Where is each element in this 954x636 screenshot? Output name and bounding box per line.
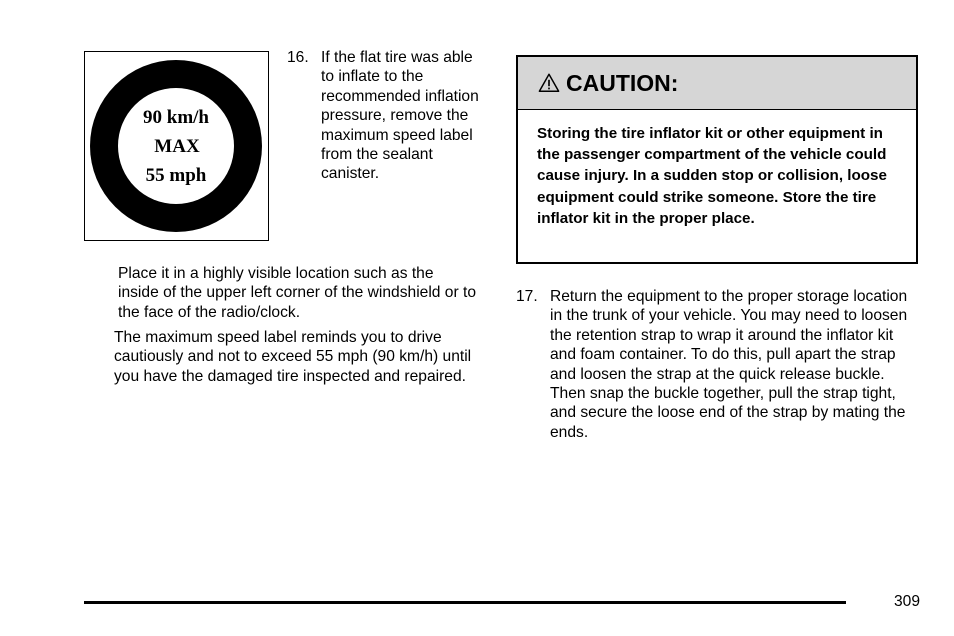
speed-reminder-paragraph: The maximum speed label reminds you to drive cautiously and not to exceed 55 mph (90 km/h) until you have the damaged tire inspected and repaired. [114,329,472,385]
label-speed-mph: 55 mph [145,165,207,186]
step-17-text: Return the equipment to the proper storage location in the trunk of your vehicle. You may need to loosen the retention strap to wrap it around the inflator kit and foam container. To do this, pull apart the strap and loosen the strap at the quick release buckle. Then snap the buckle together, pull the strap tight, and secure the loose end of the strap by mating the ends. [550,288,908,441]
speed-label-illustration [85,52,267,239]
caution-box [516,55,918,264]
page-number: 309 [893,593,920,610]
placement-paragraph: Place it in a highly visible location such as the inside of the upper left corner of the windshield or to the face of the radio/clock. [118,265,477,321]
label-speed-kmh: 90 km/h [143,107,209,128]
step-16-number: 16. [287,49,309,66]
caution-title: CAUTION: [566,69,679,96]
footer-rule [84,601,846,604]
caution-body: Storing the tire inflator kit or other equipment in the passenger compartment of the vehicle could cause injury. In a sudden stop or collision, loose equipment could strike someone. Store the tire inflator kit in the proper place. [537,125,887,227]
speed-label-figure [84,51,269,241]
step-16-text: If the flat tire was able to inflate to the recommended inflation pressure, remove the maximum speed label from the sealant canister. [321,49,479,183]
caution-header [518,57,916,110]
step-17-number: 17. [516,288,538,305]
label-max: MAX [154,136,200,157]
warning-triangle-icon [538,72,560,94]
